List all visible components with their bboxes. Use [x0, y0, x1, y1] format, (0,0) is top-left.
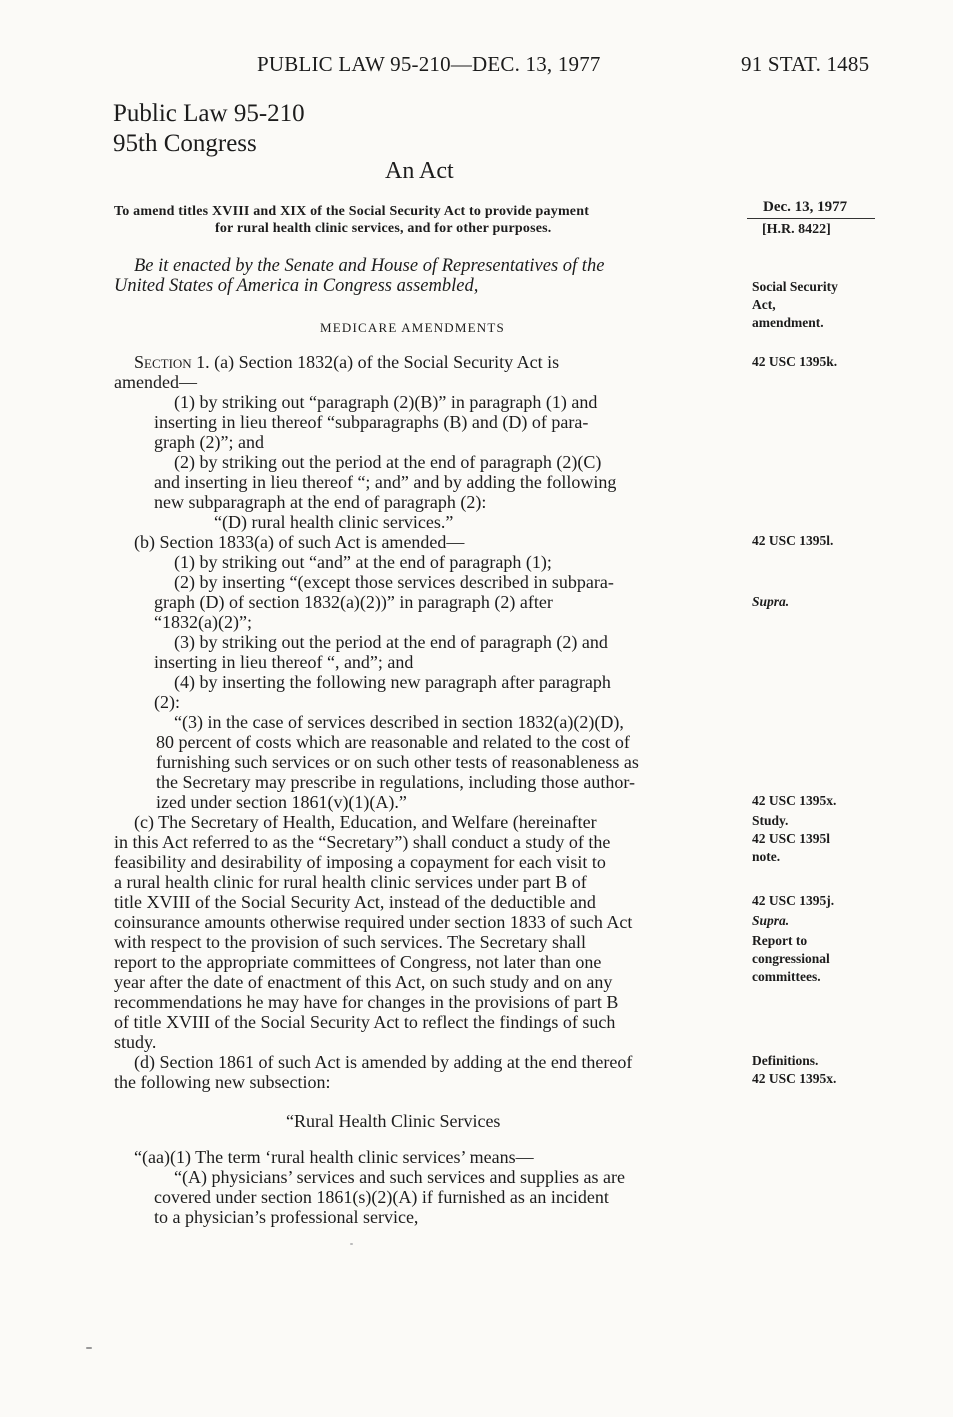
body-line: (2) by striking out the period at the end of paragraph (2)(C) — [174, 452, 602, 472]
margin-note: note. — [752, 849, 781, 864]
margin-amendment: amendment. — [752, 315, 824, 330]
margin-usc-1395x-a: 42 USC 1395x. — [752, 793, 837, 808]
body-line: (c) The Secretary of Health, Education, and Welfare (hereinafter — [134, 812, 597, 832]
body-line: and inserting in lieu thereof “; and” and by adding the following — [154, 472, 617, 492]
margin-usc-1395l-note: 42 USC 1395l — [752, 831, 831, 846]
public-law-number: Public Law 95-210 — [113, 100, 305, 127]
statute-page-number: 91 STAT. 1485 — [741, 52, 870, 76]
enacting-clause-line-1: Be it enacted by the Senate and House of Representatives of the — [134, 256, 605, 276]
margin-committees: committees. — [752, 969, 821, 984]
body-line: year after the date of enactment of this Act, on such study and on any — [114, 972, 613, 992]
margin-act: Act, — [752, 297, 776, 312]
margin-usc-1395x-b: 42 USC 1395x. — [752, 1071, 837, 1086]
margin-usc-1395j: 42 USC 1395j. — [752, 893, 835, 908]
body-line: (4) by inserting the following new paragraph after paragraph — [174, 672, 611, 692]
body-line: report to the appropriate committees of Congress, not later than one — [114, 952, 602, 972]
act-title: An Act — [385, 158, 454, 184]
scan-speck — [86, 1347, 92, 1349]
body-line: coinsurance amounts otherwise required under section 1833 of such Act — [114, 912, 633, 932]
margin-congressional: congressional — [752, 951, 830, 966]
body-line: “(D) rural health clinic services.” — [214, 512, 454, 532]
body-line: the following new subsection: — [114, 1072, 331, 1092]
margin-supra-2: Supra. — [752, 913, 790, 928]
body-line: (1) by striking out “and” at the end of paragraph (1); — [174, 552, 552, 572]
running-header: PUBLIC LAW 95-210—DEC. 13, 1977 — [257, 52, 601, 76]
body-line: covered under section 1861(s)(2)(A) if furnished as an incident — [154, 1187, 609, 1207]
body-line: “(A) physicians’ services and such services and supplies as are — [174, 1167, 626, 1187]
body-line: “1832(a)(2)”; — [154, 612, 252, 632]
body-line: study. — [114, 1032, 157, 1052]
section-lead: Section 1. — [134, 352, 210, 372]
body-line: feasibility and desirability of imposing a copayment for each visit to — [114, 852, 606, 872]
margin-date: Dec. 13, 1977 — [763, 199, 848, 215]
purpose-line-1: To amend titles XVIII and XIX of the Social Security Act to provide payment — [114, 204, 590, 219]
body-line: new subparagraph at the end of paragraph (2): — [154, 492, 487, 512]
body-line: graph (2)”; and — [154, 432, 264, 452]
body-line: (1) by striking out “paragraph (2)(B)” in paragraph (1) and — [174, 392, 598, 412]
body-line: inserting in lieu thereof “, and”; and — [154, 652, 414, 672]
body-line: “(aa)(1) The term ‘rural health clinic services’ means— — [134, 1147, 534, 1167]
body-line: Section 1. (a) Section 1832(a) of the Social Security Act is — [134, 352, 560, 372]
body-line: (2) by inserting “(except those services described in subpara- — [174, 572, 614, 592]
scan-speck — [350, 1243, 353, 1245]
body-line: ized under section 1861(v)(1)(A).” — [156, 792, 407, 812]
margin-definitions: Definitions. — [752, 1053, 819, 1068]
margin-bill: [H.R. 8422] — [762, 222, 831, 237]
body-line: amended— — [114, 372, 197, 392]
body-line: to a physician’s professional service, — [154, 1207, 419, 1227]
congress-number: 95th Congress — [113, 130, 257, 157]
body-line: (b) Section 1833(a) of such Act is amended— — [134, 532, 465, 552]
subsection-heading: “Rural Health Clinic Services — [286, 1111, 501, 1131]
body-line: of title XVIII of the Social Security Act to reflect the findings of such — [114, 1012, 616, 1032]
body-line: with respect to the provision of such services. The Secretary shall — [114, 932, 587, 952]
body-line: the Secretary may prescribe in regulations, including those author- — [156, 772, 635, 792]
margin-usc-1395k: 42 USC 1395k. — [752, 354, 838, 369]
purpose-line-2: for rural health clinic services, and for other purposes. — [215, 221, 552, 236]
margin-usc-1395l: 42 USC 1395l. — [752, 533, 834, 548]
body-line: (3) by striking out the period at the end of paragraph (2) and — [174, 632, 608, 652]
margin-social-security: Social Security — [752, 279, 838, 294]
margin-date-rule — [747, 218, 875, 219]
body-line: a rural health clinic for rural health clinic services under part B of — [114, 872, 587, 892]
body-line: graph (D) of section 1832(a)(2))” in paragraph (2) after — [154, 592, 553, 612]
margin-study: Study. — [752, 813, 789, 828]
body-line: in this Act referred to as the “Secretary”) shall conduct a study of the — [114, 832, 611, 852]
margin-supra-1: Supra. — [752, 594, 790, 609]
body-line: 80 percent of costs which are reasonable and related to the cost of — [156, 732, 630, 752]
body-line: recommendations he may have for changes in the provisions of part B — [114, 992, 619, 1012]
body-line: “(3) in the case of services described in section 1832(a)(2)(D), — [174, 712, 624, 732]
body-line: (d) Section 1861 of such Act is amended by adding at the end thereof — [134, 1052, 633, 1072]
enacting-clause-line-2: United States of America in Congress assembled, — [114, 276, 479, 296]
section-heading: MEDICARE AMENDMENTS — [320, 320, 505, 335]
body-line: furnishing such services or on such other tests of reasonableness as — [156, 752, 639, 772]
body-line: (2): — [154, 692, 180, 712]
body-line: title XVIII of the Social Security Act, instead of the deductible and — [114, 892, 596, 912]
margin-report-to: Report to — [752, 933, 808, 948]
body-line: inserting in lieu thereof “subparagraphs (B) and (D) of para- — [154, 412, 589, 432]
